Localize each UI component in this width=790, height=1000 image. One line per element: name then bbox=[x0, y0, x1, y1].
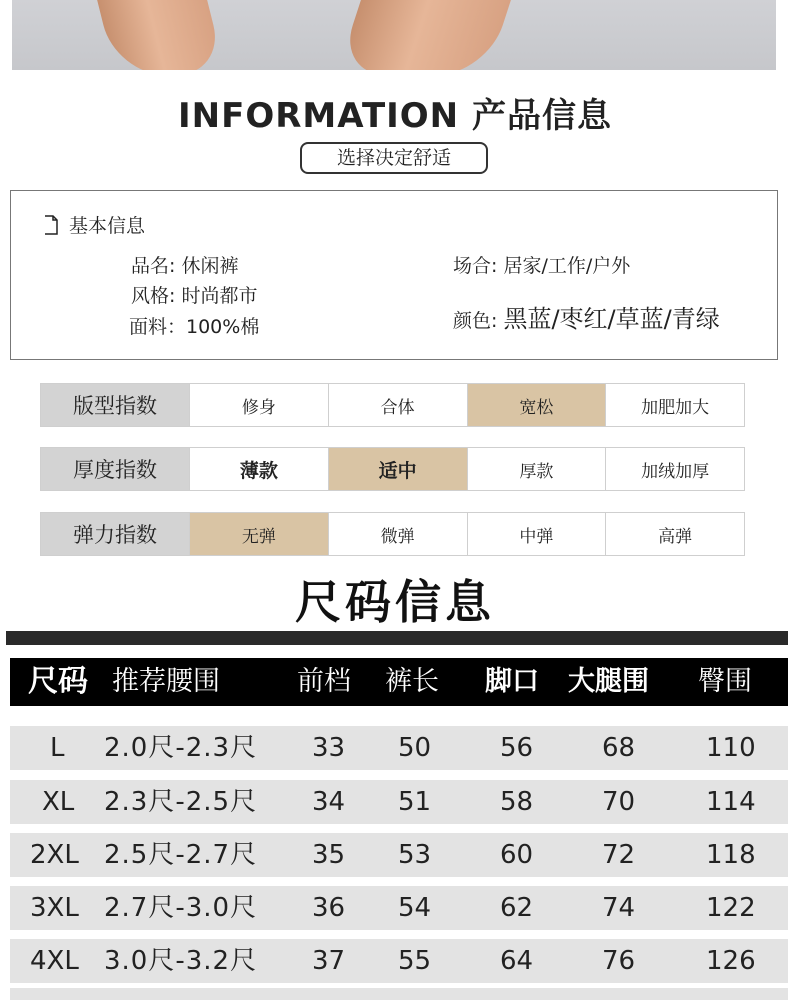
cell-front-rise: 33 bbox=[312, 733, 346, 763]
elasticity-index-row bbox=[40, 512, 745, 556]
size-table-header bbox=[10, 658, 788, 706]
cell-front-rise: 34 bbox=[312, 787, 346, 817]
cell-length: 51 bbox=[398, 787, 432, 817]
thickness-option-selected: 适中 bbox=[328, 448, 467, 490]
header-front-rise: 前档 bbox=[297, 666, 351, 697]
cell-size: 4XL bbox=[30, 946, 79, 976]
cell-hip: 122 bbox=[706, 893, 756, 923]
cell-hem: 62 bbox=[500, 893, 534, 923]
basic-info-box bbox=[10, 190, 778, 360]
cell-size: L bbox=[50, 733, 65, 763]
header-thigh: 大腿围 bbox=[568, 666, 649, 697]
cell-front-rise: 36 bbox=[312, 893, 346, 923]
cell-thigh: 68 bbox=[602, 733, 636, 763]
model-leg-left bbox=[92, 0, 226, 70]
product-fabric: 面料：100%棉 bbox=[129, 316, 260, 338]
fit-index-row bbox=[40, 383, 745, 427]
cell-hip: 110 bbox=[706, 733, 756, 763]
basic-info-heading-text: 基本信息 bbox=[69, 215, 146, 237]
cell-waist: 3.0尺-3.2尺 bbox=[104, 946, 258, 976]
cell-size: 2XL bbox=[30, 840, 79, 870]
header-hip: 臀围 bbox=[698, 666, 752, 697]
cell-waist: 2.7尺-3.0尺 bbox=[104, 893, 258, 923]
cell-thigh: 72 bbox=[602, 840, 636, 870]
thickness-index-label: 厚度指数 bbox=[41, 448, 189, 490]
model-leg-right bbox=[337, 0, 518, 70]
elasticity-option: 中弹 bbox=[467, 513, 606, 555]
cell-front-rise: 35 bbox=[312, 840, 346, 870]
fit-option: 修身 bbox=[189, 384, 328, 426]
size-divider-bar bbox=[6, 631, 788, 645]
cell-hip: 126 bbox=[706, 946, 756, 976]
table-row bbox=[10, 780, 788, 824]
thickness-option: 加绒加厚 bbox=[605, 448, 744, 490]
cell-waist: 2.0尺-2.3尺 bbox=[104, 733, 258, 763]
table-row bbox=[10, 726, 788, 770]
header-waist: 推荐腰围 bbox=[112, 666, 220, 697]
cell-waist: 2.5尺-2.7尺 bbox=[104, 840, 258, 870]
info-title: INFORMATION 产品信息 bbox=[178, 96, 612, 136]
header-length: 裤长 bbox=[385, 666, 439, 697]
info-subtitle: 选择决定舒适 bbox=[300, 142, 488, 174]
table-row bbox=[10, 939, 788, 983]
cell-thigh: 74 bbox=[602, 893, 636, 923]
cell-thigh: 76 bbox=[602, 946, 636, 976]
colors-value: 黑蓝/枣红/草蓝/青绿 bbox=[503, 305, 720, 333]
thickness-option: 厚款 bbox=[467, 448, 606, 490]
table-row bbox=[10, 886, 788, 930]
elasticity-index-label: 弹力指数 bbox=[41, 513, 189, 555]
elasticity-option: 微弹 bbox=[328, 513, 467, 555]
product-occasion: 场合: 居家/工作/户外 bbox=[453, 255, 631, 277]
document-icon bbox=[43, 215, 59, 235]
fit-option-selected: 宽松 bbox=[467, 384, 606, 426]
cell-length: 55 bbox=[398, 946, 432, 976]
cell-length: 53 bbox=[398, 840, 432, 870]
thickness-option: 薄款 bbox=[189, 448, 328, 490]
cell-hem: 64 bbox=[500, 946, 534, 976]
elasticity-option: 高弹 bbox=[605, 513, 744, 555]
fit-option: 合体 bbox=[328, 384, 467, 426]
cell-length: 50 bbox=[398, 733, 432, 763]
size-title: 尺码信息 bbox=[295, 575, 495, 629]
cell-thigh: 70 bbox=[602, 787, 636, 817]
cell-hem: 60 bbox=[500, 840, 534, 870]
cell-waist: 2.3尺-2.5尺 bbox=[104, 787, 258, 817]
fit-index-label: 版型指数 bbox=[41, 384, 189, 426]
product-photo bbox=[12, 0, 776, 70]
basic-info-heading bbox=[43, 211, 145, 238]
product-style: 风格: 时尚都市 bbox=[131, 285, 258, 307]
product-name: 品名: 休闲裤 bbox=[131, 255, 239, 277]
cell-hip: 114 bbox=[706, 787, 756, 817]
header-hem: 脚口 bbox=[485, 666, 539, 697]
cell-hem: 56 bbox=[500, 733, 534, 763]
cell-size: XL bbox=[42, 787, 75, 817]
header-size: 尺码 bbox=[28, 664, 88, 699]
product-colors bbox=[453, 299, 720, 334]
cell-front-rise: 37 bbox=[312, 946, 346, 976]
cell-length: 54 bbox=[398, 893, 432, 923]
cell-hem: 58 bbox=[500, 787, 534, 817]
elasticity-option-selected: 无弹 bbox=[189, 513, 328, 555]
thickness-index-row bbox=[40, 447, 745, 491]
cell-size: 3XL bbox=[30, 893, 79, 923]
fit-option: 加肥加大 bbox=[605, 384, 744, 426]
table-row-cutoff bbox=[10, 988, 788, 1000]
colors-label: 颜色: bbox=[453, 310, 504, 332]
table-row bbox=[10, 833, 788, 877]
cell-hip: 118 bbox=[706, 840, 756, 870]
